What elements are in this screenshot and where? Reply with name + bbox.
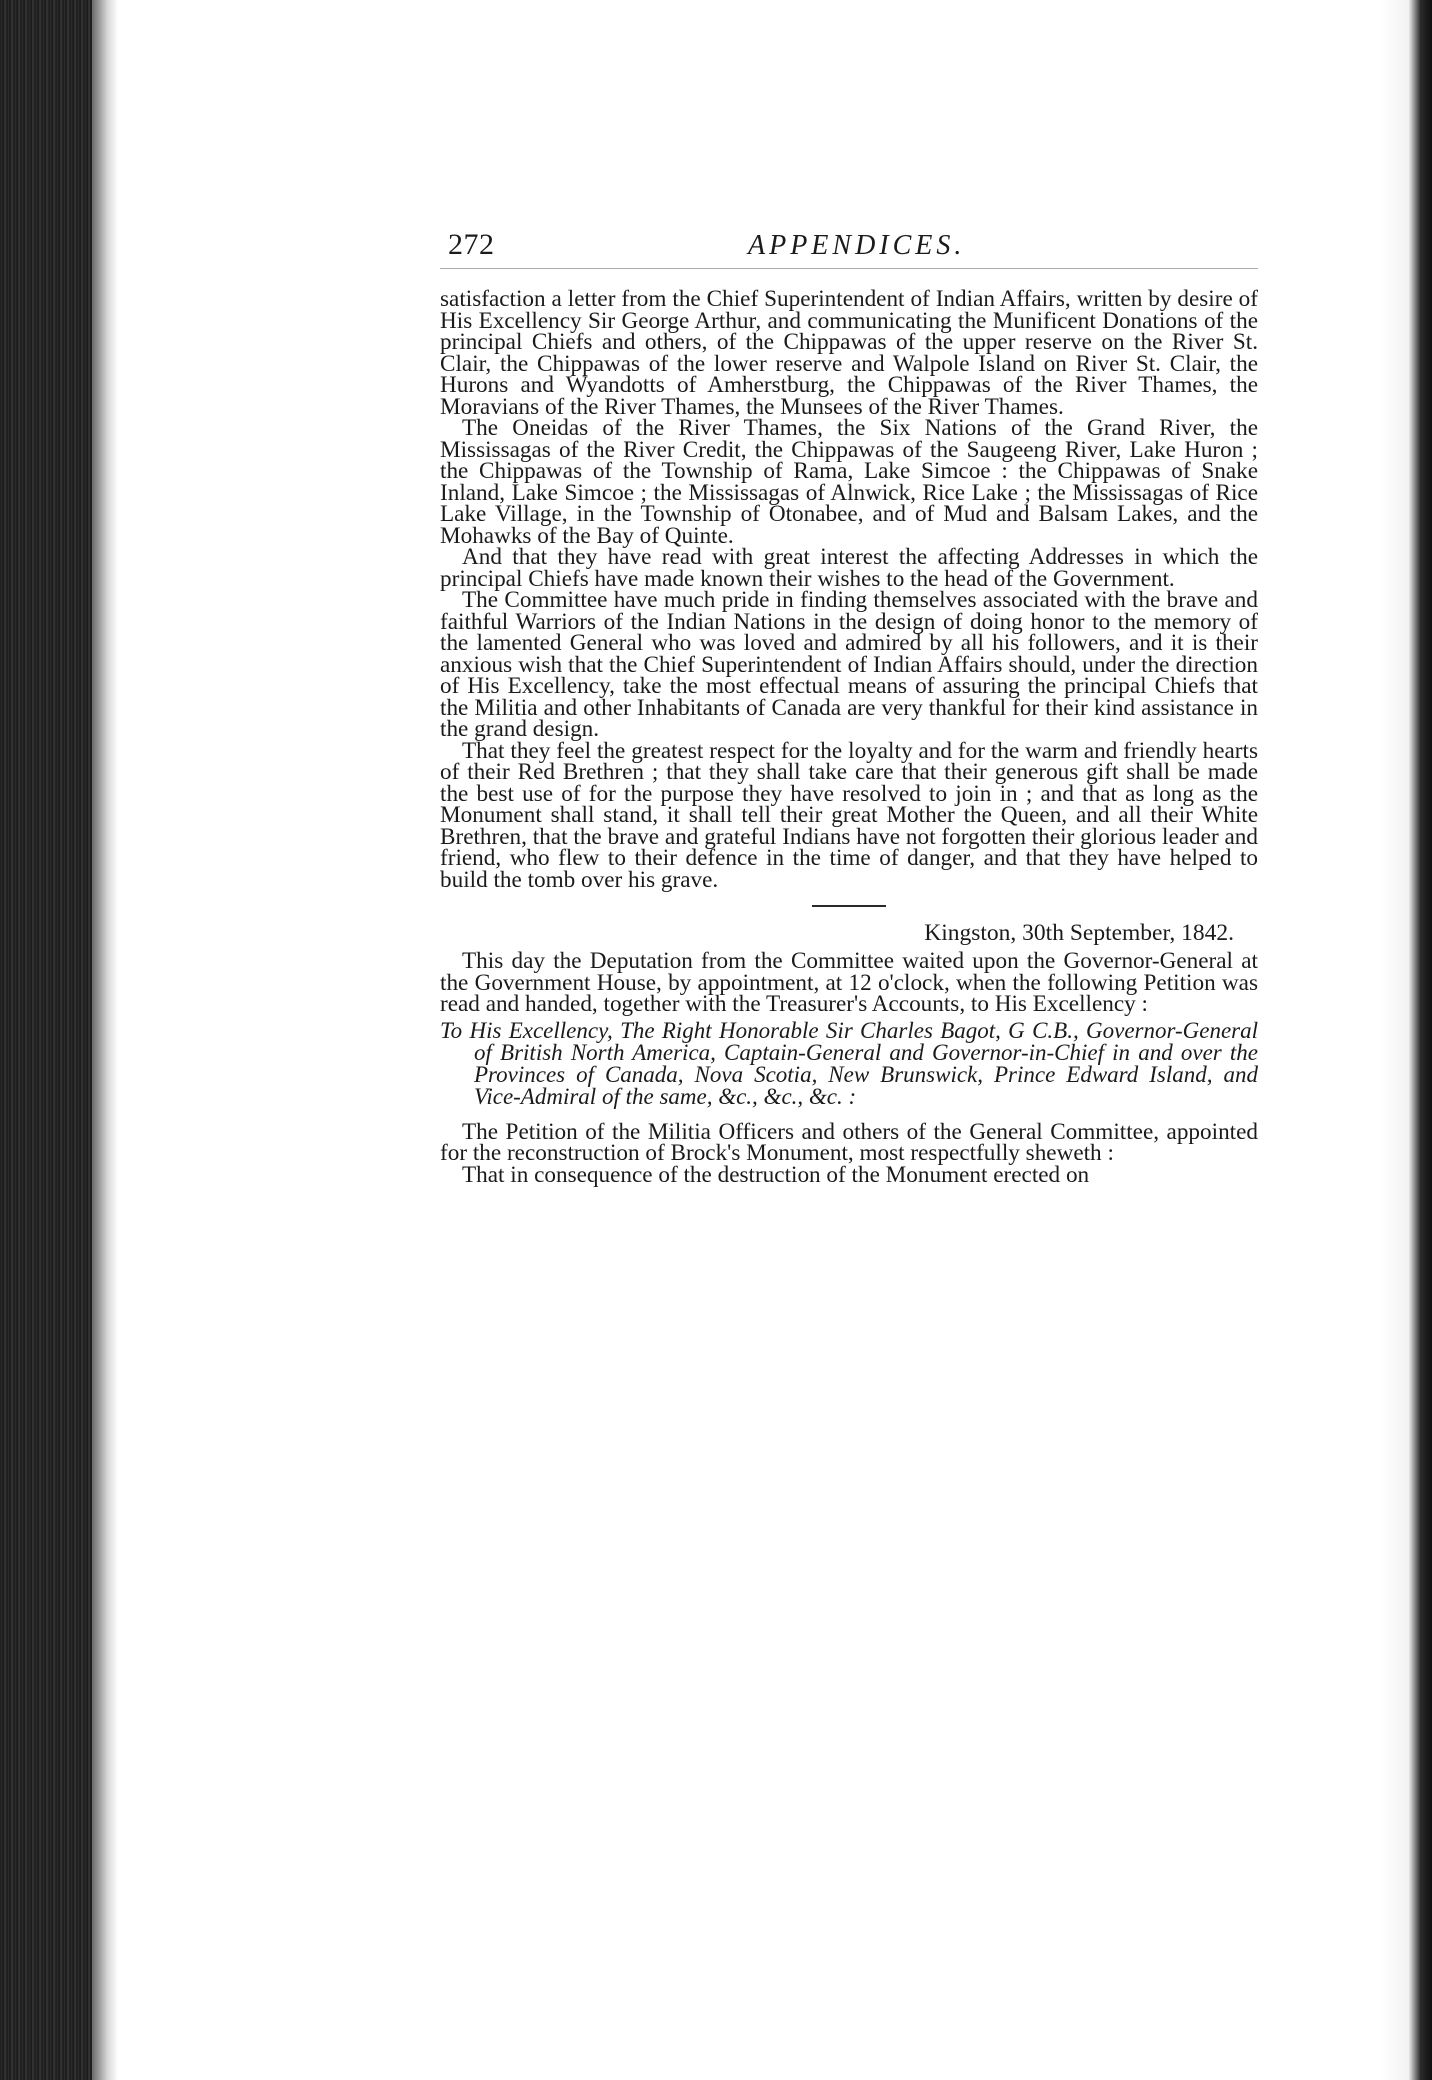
dateline: Kingston, 30th September, 1842. [924,920,1234,946]
paragraph: And that they have read with great interest the affecting Addresses in which the principal Chiefs have made known their wishes to the head of the Government. [440,544,1258,592]
paragraph: satisfaction a letter from the Chief Superintendent of Indian Affairs, written by desire of His Excellency Sir George Arthur, and communicating the Munificent Donations of the principal Chiefs and others, of the Chippawas of the upper reserve on the River St. Clair, the Chippawas of the lower reserve and Walpole Island on River St. Clair, the Hurons and Wyandotts of Amherstburg, the Chippawas of the River Thames, the Moravians of the River Thames, the Munsees of the River Thames. [440,286,1258,420]
book-page-edges [0,0,92,2080]
paragraph: The Committee have much pride in finding themselves associated with the brave and faithful Warriors of the Indian Nations in the design of doing honor to the memory of the lamented General who was loved and admired by all his followers, and it is their anxious wish that the Chief Superintendent of Indian Affairs should, under the direction of His Excellency, take the most effectual means of assuring the principal Chiefs that the Militia and other Inhabitants of Canada are very thankful for their kind assistance in the grand design. [440,587,1258,742]
page-number: 272 [448,228,495,261]
body-text [440,286,1258,893]
body-text-continued [440,948,1258,1017]
book-page [440,222,1258,1186]
paragraph: The Oneidas of the River Thames, the Six Nations of the Grand River, the Mississagas of the River Credit, the Chippawas of the Saugeeng River, Lake Huron ; the Chippawas of the Township of Rama, Lake Simcoe : the Chippawas of Snake Inland, Lake Simcoe ; the Mississagas of Alnwick, Rice Lake ; the Mississagas of Rice Lake Village, in the Township of Otonabee, and of Mud and Balsam Lakes, and the Mohawks of the Bay of Quinte. [440,415,1258,549]
page-title: APPENDICES. [748,230,966,261]
right-page-shadow [1380,0,1432,2080]
petition-address: To His Excellency, The Right Honorable Sir Charles Bagot, G C.B., Governor-General of British North America, Captain-General and Governor-in-Chief in and over the Provinces of Canada, Nova Scotia, New Brunswick, Prince Edward Island, and Vice-Admiral of the same, &c., &c., &c. : [440,1017,1258,1109]
gutter-shadow [92,0,118,2080]
paragraph: This day the Deputation from the Committee waited upon the Governor-General at the Government House, by appointment, at 12 o'clock, when the following Petition was read and handed, together with the Treasurer's Accounts, to His Excellency : [440,948,1258,1017]
paragraph: That in consequence of the destruction of the Monument erected on [462,1161,1090,1188]
section-divider [812,905,886,907]
header-rule [440,268,1258,269]
running-head [440,222,1258,266]
petition-text [440,1118,1258,1188]
paragraph: That they feel the greatest respect for the loyalty and for the warm and friendly hearts of their Red Brethren ; that they shall take care that their generous gift shall be made the best use of for the purpose they have resolved to join in ; and that as long as the Monument shall stand, it shall tell their great Mother the Queen, and all their White Brethren, that the brave and grateful Indians have not forgotten their glorious leader and friend, who flew to their defence in the time of danger, and that they have helped to build the tomb over his grave. [440,737,1258,893]
paragraph: The Petition of the Militia Officers and others of the General Committee, appointed for the reconstruction of Brock's Monument, most respectfully sheweth : [440,1118,1258,1166]
